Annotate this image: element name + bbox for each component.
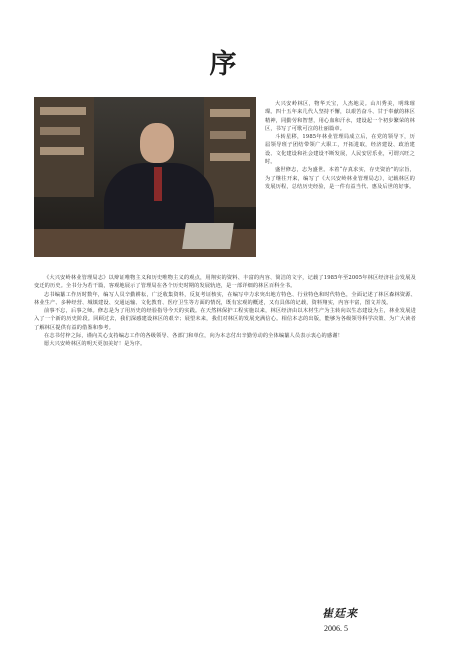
body-paragraph-5: 愿大兴安岭林区的明天更加美好！是为序。 (44, 341, 146, 348)
side-paragraph-3: 盛世修志，志为盛世。本着“存真求实，存史资治”的宗旨，为了继往开来，编写了《大兴安岭林业管理局志》，记载林区的发展历程，总结历史经验，是一件有益当代、惠及后世的好事。 (265, 167, 415, 190)
body-paragraph-4: 在志书付梓之际，谨向关心支持编志工作的各级领导、各部门和单位，向为本志付出辛勤劳动的全体编纂人员表示衷心的感谢！ (44, 333, 343, 340)
date: 2006. 5 (324, 624, 348, 633)
body-paragraph-1: 《大兴安岭林业管理局志》以辩证唯物主义和历史唯物主义的观点，用翔实的资料、丰富的内容、简洁的文字，记载了1985年至2005年林区经济社会发展及变迁的历史。全书分为若干篇，客观地展示了管理局在各个历史时期的发展轨迹，是一部详细的林区百科全书。 (34, 275, 416, 290)
body-paragraph-2: 志书编纂工作历时数年，编写人员辛勤耕耘，广泛收集资料，反复考证核实，在编写中力求突出地方特色、行业特色和时代特色，全面记述了林区森林资源、林业生产、多种经营、城镇建设、交通运输、文化教育、医疗卫生等方面的情况，既有宏观的概述，又有具体的记载，资料翔实，内容丰富，图文并茂。 (34, 291, 416, 306)
side-paragraph-1: 大兴安岭林区，物华天宝，人杰地灵。山川秀美，明珠璀璨。四十五年来几代人坚持不懈，以艰苦奋斗、甘于奉献的林区精神，同勤劳和智慧，用心血和汗水，建设起一个初步繁荣的林区，书写了可歌可泣的壮丽篇章。 (265, 101, 415, 132)
body-text (34, 274, 416, 349)
author-photo (34, 97, 256, 257)
page-title: 序 (209, 49, 241, 80)
signature: 崔廷来 (322, 607, 358, 620)
body-paragraph-3: 前事不忘，后事之师。修志是为了用历史的经验指导今天的实践。在天然林保护工程实施以来，林区经济由以木材生产为主转向以生态建设为主，林业发展进入了一个新的历史阶段。回顾过去，我们深感建设林区的艰辛；展望未来，我们对林区的发展充满信心。相信本志的出版，能够为各级领导科学决策、为广大读者了解林区提供有益的借鉴和参考。 (34, 308, 416, 331)
side-paragraph-2: 斗转星移，1985年林业管理局成立后，在党的领导下，历届领导班子团结带领广大职工，开拓进取，经济建设、政治建设、文化建设和社会建设不断发展，人民安居乐业，可谓兴旺之时。 (265, 134, 415, 166)
side-text (265, 100, 415, 191)
